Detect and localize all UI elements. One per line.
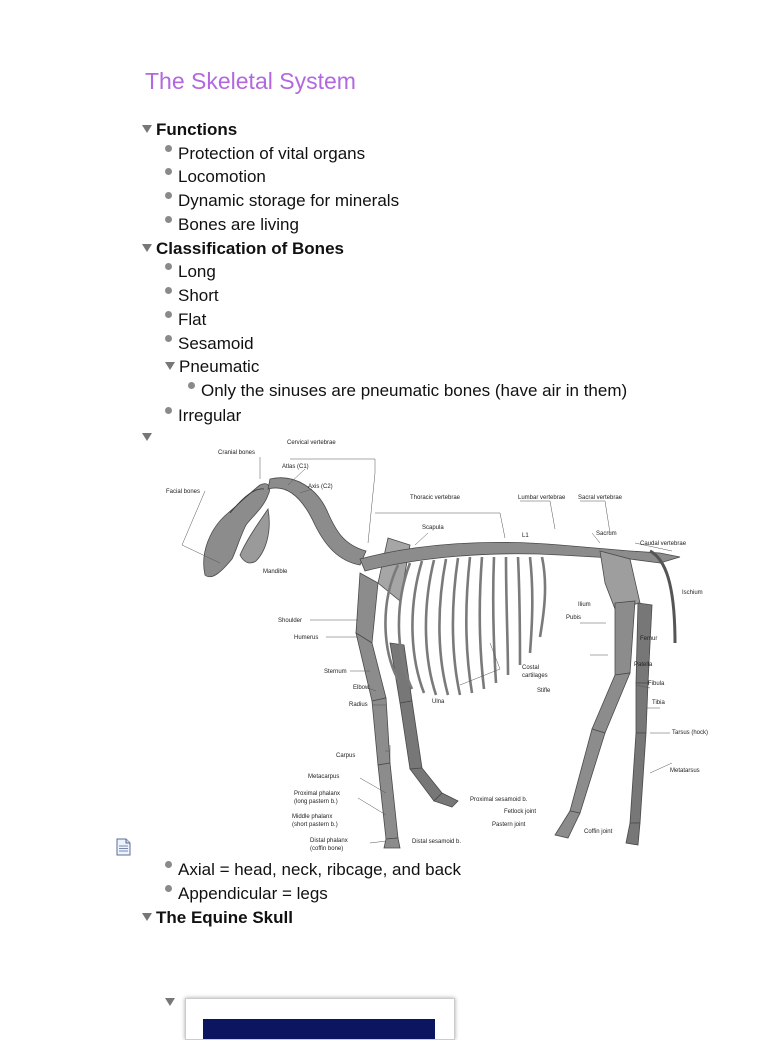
label-distal-sesamoid: Distal sesamoid b. [412,839,462,845]
list-item-text: Sesamoid [178,334,254,353]
label-sacral: Sacral vertebrae [578,495,623,501]
heading-classification: Classification of Bones [156,239,344,258]
label-sacrum: Sacrum [596,531,617,537]
label-proximal-phalanx-2: (long pastern b.) [294,799,338,805]
list-item [165,406,241,426]
list-item-text: Bones are living [178,215,299,234]
triangle-down-icon[interactable] [142,125,152,133]
list-item [165,262,216,282]
list-item [165,310,206,330]
bullet-dot-icon [165,311,172,318]
outline-item-figure[interactable] [142,428,156,448]
label-lumbar: Lumbar vertebrae [518,495,566,501]
list-item-text: Axial = head, neck, ribcage, and back [178,860,462,879]
label-proximal-sesamoid: Proximal sesamoid b. [470,797,528,803]
label-sternum: Sternum [324,669,347,675]
label-ulna: Ulna [432,699,445,705]
label-middle-phalanx-1: Middle phalanx [292,814,333,820]
label-tarsus: Tarsus (hock) [672,730,709,736]
list-item-text: Pneumatic [179,357,260,376]
list-item [165,167,266,187]
list-item [165,191,399,211]
label-stifle: Stifle [537,688,551,694]
label-cranial: Cranial bones [218,450,256,456]
list-item-text: Irregular [178,406,242,425]
label-middle-phalanx-2: (short pastern b.) [292,822,338,828]
label-mandible: Mandible [263,569,288,575]
bullet-dot-icon [188,382,195,389]
label-cervical: Cervical vertebrae [287,440,336,446]
list-item-text: Long [178,262,216,281]
label-coffin: Coffin joint [584,829,613,835]
label-caudal: Caudal vertebrae [640,541,687,547]
label-distal-phalanx-2: (coffin bone) [310,846,344,852]
label-facial: Facial bones [166,489,201,495]
heading-equine-skull: The Equine Skull [156,908,293,927]
outline-item-equine-skull[interactable] [142,908,293,928]
list-item [165,286,219,306]
bullet-dot-icon [165,885,172,892]
label-elbow: Elbow [353,685,370,691]
bullet-dot-icon [165,145,172,152]
outline-item-skull-image[interactable] [165,993,179,1013]
label-thoracic: Thoracic vertebrae [410,495,461,501]
triangle-down-icon[interactable] [142,913,152,921]
horse-skeleton-figure [160,433,720,853]
label-pastern: Pastern joint [492,822,526,828]
list-item-text: Only the sinuses are pneumatic bones (have air in them) [201,381,628,400]
triangle-down-icon[interactable] [142,433,152,441]
label-costal-1: Costal [522,665,540,671]
list-item [165,334,254,354]
embedded-image-card [185,998,455,1040]
list-item [165,884,328,904]
list-item [188,381,627,401]
bullet-dot-icon [165,263,172,270]
page-title: The Skeletal System [145,68,356,94]
list-item-text: Locomotion [178,167,266,186]
bullet-dot-icon [165,861,172,868]
label-metacarpus: Metacarpus [308,774,340,780]
list-item-text: Flat [178,310,207,329]
bullet-dot-icon [165,216,172,223]
label-l1: L1 [522,533,529,539]
label-fetlock: Fetlock joint [504,809,537,815]
label-pubis: Pubis [566,615,582,621]
bullet-dot-icon [165,287,172,294]
label-patella: Patella [634,662,653,668]
label-radius: Radius [349,702,368,708]
triangle-down-icon[interactable] [165,362,175,370]
triangle-down-icon[interactable] [165,998,175,1006]
label-fibula: Fibula [648,681,665,687]
list-item [165,215,299,235]
list-item [165,860,461,880]
list-item [165,144,365,164]
bullet-dot-icon [165,407,172,414]
list-item-text: Dynamic storage for minerals [178,191,400,210]
label-carpus: Carpus [336,753,356,759]
image-band [203,1019,435,1039]
outline-item-classification[interactable] [142,239,344,259]
document-icon[interactable] [116,838,131,856]
outline-item-functions[interactable] [142,120,237,140]
label-femur: Femur [640,636,658,642]
outline-item-pneumatic[interactable] [165,357,259,377]
label-atlas: Atlas (C1) [282,464,309,470]
list-item-text: Appendicular = legs [178,884,328,903]
bullet-dot-icon [165,192,172,199]
label-humerus: Humerus [294,635,319,641]
label-costal-2: cartilages [522,673,548,679]
bullet-dot-icon [165,168,172,175]
label-axis: Axis (C2) [308,484,333,490]
label-ischium: Ischium [682,590,703,596]
label-ilium: Ilium [578,602,591,608]
label-distal-phalanx-1: Distal phalanx [310,838,348,844]
heading-functions: Functions [156,120,238,139]
list-item-text: Short [178,286,219,305]
label-tibia: Tibia [652,700,665,706]
label-shoulder: Shoulder [278,618,303,624]
label-metatarsus: Metatarsus [670,768,700,774]
triangle-down-icon[interactable] [142,244,152,252]
list-item-text: Protection of vital organs [178,144,366,163]
label-proximal-phalanx-1: Proximal phalanx [294,791,341,797]
bullet-dot-icon [165,335,172,342]
label-scapula: Scapula [422,525,444,531]
